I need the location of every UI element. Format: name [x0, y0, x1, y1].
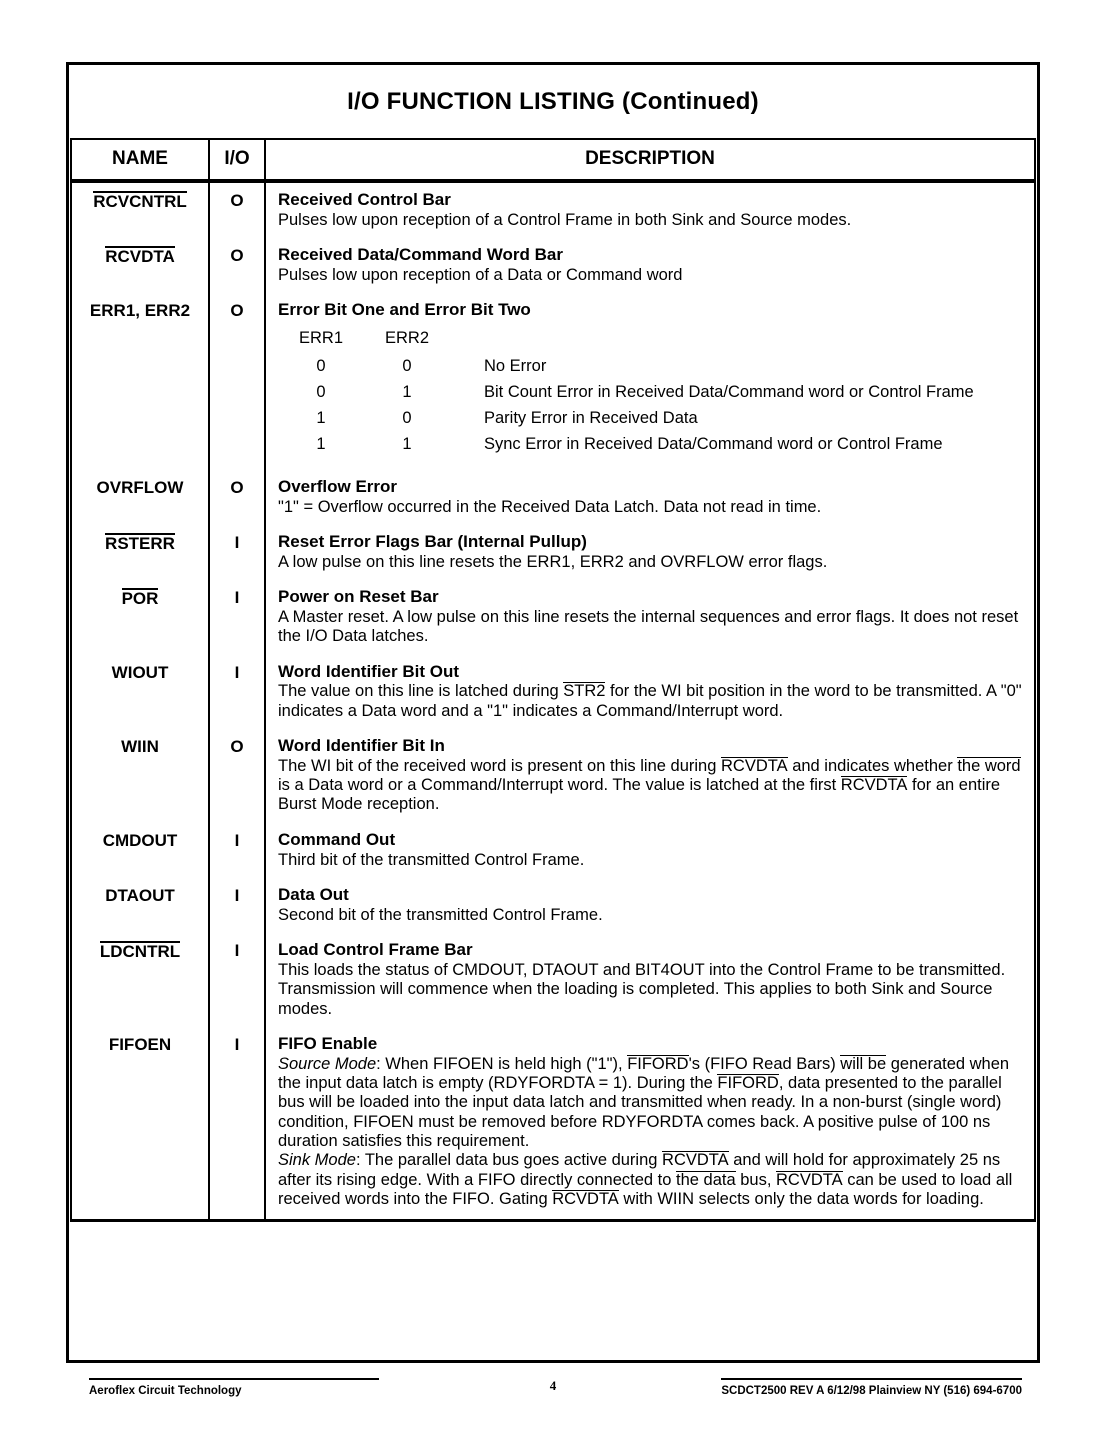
overline-continuation: will be — [840, 1054, 887, 1073]
truth-err2-value: 1 — [364, 381, 450, 407]
text-segment: 's (FIFO Read Bars) — [688, 1054, 841, 1073]
truth-err1-value: 1 — [278, 407, 364, 433]
io-function-listing-table — [70, 138, 1036, 1222]
signal-io-cell: I — [209, 823, 265, 878]
text-segment: : The parallel data bus goes active during — [355, 1151, 663, 1170]
text-segment: The value on this line is latched during — [278, 682, 564, 701]
column-header-description: DESCRIPTION — [265, 139, 1035, 181]
table-row — [71, 470, 1035, 525]
table-row — [71, 878, 1035, 933]
signal-io-cell: I — [209, 525, 265, 580]
footer-document-info: SCDCT2500 REV A 6/12/98 Plainview NY (516) 694-6700 — [721, 1378, 1022, 1397]
truth-meaning: Parity Error in Received Data — [450, 407, 974, 433]
truth-table-row — [278, 433, 974, 459]
table-row — [71, 238, 1035, 293]
description-title: Overflow Error — [278, 476, 398, 496]
signal-name-cell: WIIN — [71, 729, 209, 823]
signal-io-cell: O — [209, 293, 265, 469]
truth-table-header-row — [278, 327, 974, 354]
overline-continuation: the data — [676, 1170, 736, 1189]
column-header-name: NAME — [71, 139, 209, 181]
signal-name-cell — [71, 238, 209, 293]
signal-name-cell — [71, 580, 209, 654]
description-body: A low pulse on this line resets the ERR1, ERR2 and OVRFLOW error flags. — [278, 552, 828, 571]
text-segment: generated when the input data latch is empty (RDYFORDTA = 1). During the — [278, 1054, 1010, 1093]
table-row — [71, 933, 1035, 1027]
table-row — [71, 293, 1035, 469]
signal-name-cell — [71, 525, 209, 580]
description-body: A Master reset. A low pulse on this line resets the internal sequences and error flags. It does not reset the I/O Data latches. — [278, 607, 1019, 646]
text-segment: and will hold for approximately 25 ns after its rising edge. With a FIFO directly connected to — [278, 1151, 1001, 1189]
signal-name-overlined: POR — [121, 589, 159, 609]
signal-description-cell — [265, 823, 1035, 878]
description-body: "1" = Overflow occurred in the Received Data Latch. Data not read in time. — [278, 497, 822, 516]
table-header-row — [71, 139, 1035, 181]
truth-table-row — [278, 381, 974, 407]
signal-ref-rcvdta-overlined: RCVDTA — [840, 776, 908, 795]
text-segment: , data presented to the parallel bus will be loaded into the input data latch and transmitted when ready. In a non-burst (single word) condition, FIFOEN must be removed before RDYFORDTA comes back. A positive pulse of 100 ns duration satisfies this requirement. — [278, 1074, 1002, 1150]
truth-err1-value: 0 — [278, 355, 364, 381]
text-segment: for the WI bit position in the word to be transmitted. A "0" indicates a Data word and a "1" indicates a Command/Interrupt word. — [278, 682, 1022, 720]
table-row — [71, 580, 1035, 654]
signal-description-cell — [265, 181, 1035, 238]
signal-io-cell: O — [209, 181, 265, 238]
description-body: Second bit of the transmitted Control Frame. — [278, 905, 603, 924]
description-body: Pulses low upon reception of a Data or Command word — [278, 266, 683, 285]
signal-name-cell: CMDOUT — [71, 823, 209, 878]
signal-io-cell: O — [209, 470, 265, 525]
signal-name-cell: DTAOUT — [71, 878, 209, 933]
signal-ref-fiford-overlined: FIFORD — [627, 1054, 689, 1073]
description-title: FIFO Enable — [278, 1033, 378, 1053]
truth-table-row — [278, 407, 974, 433]
signal-ref-str2-overlined: STR2 — [563, 682, 606, 701]
description-title: Reset Error Flags Bar (Internal Pullup) — [278, 531, 587, 551]
signal-io-cell: I — [209, 933, 265, 1027]
error-bit-truth-table — [278, 327, 974, 459]
text-segment: : When FIFOEN is held high ("1"), — [376, 1054, 628, 1073]
mode-label-source: Source Mode — [278, 1054, 377, 1073]
signal-name-cell: ERR1, ERR2 — [71, 293, 209, 469]
table-row — [71, 181, 1035, 238]
mode-label-sink: Sink Mode — [278, 1151, 356, 1170]
description-title: Error Bit One and Error Bit Two — [278, 300, 531, 320]
signal-io-cell: I — [209, 655, 265, 729]
description-title: Received Control Bar — [278, 190, 451, 209]
description-title: Word Identifier Bit Out — [278, 661, 460, 681]
truth-err1-value: 1 — [278, 433, 364, 459]
text-segment: with WIIN selects only the data words for loading. — [618, 1189, 984, 1208]
signal-description-cell — [265, 933, 1035, 1027]
text-segment: is a Data word or a Command/Interrupt word. The value is latched at the first — [278, 776, 841, 795]
signal-io-cell: I — [209, 580, 265, 654]
description-title: Data Out — [278, 884, 349, 904]
signal-io-cell: I — [209, 878, 265, 933]
description-body: Third bit of the transmitted Control Frame. — [278, 850, 585, 869]
description-body: Pulses low upon reception of a Control Frame in both Sink and Source modes. — [278, 210, 852, 229]
text-segment: bus, — [735, 1170, 776, 1189]
table-row — [71, 525, 1035, 580]
description-title: Load Control Frame Bar — [278, 940, 473, 960]
signal-description-cell — [265, 238, 1035, 293]
signal-io-cell: O — [209, 238, 265, 293]
description-title: Received Data/Command Word Bar — [278, 245, 563, 265]
truth-col-header-meaning — [450, 327, 974, 354]
signal-description-cell — [265, 729, 1035, 823]
signal-ref-rcvdta-overlined: RCVDTA — [662, 1151, 729, 1170]
signal-name-cell — [71, 933, 209, 1027]
signal-name-overlined: LDCNTRL — [99, 942, 181, 962]
signal-ref-rcvdta-overlined: RCVDTA — [552, 1189, 619, 1208]
page-title-band — [70, 66, 1036, 138]
signal-io-cell: I — [209, 1027, 265, 1221]
signal-name-cell: OVRFLOW — [71, 470, 209, 525]
signal-name-overlined: RCVCNTRL — [93, 192, 187, 211]
truth-meaning: Sync Error in Received Data/Command word or Control Frame — [450, 433, 974, 459]
table-row — [71, 823, 1035, 878]
text-segment: and indicates whether — [787, 756, 958, 775]
truth-meaning: Bit Count Error in Received Data/Command word or Control Frame — [450, 381, 974, 407]
truth-err2-value: 1 — [364, 433, 450, 459]
truth-err2-value: 0 — [364, 407, 450, 433]
signal-ref-fiford-overlined: FIFORD — [717, 1074, 779, 1093]
signal-name-cell: FIFOEN — [71, 1027, 209, 1221]
text-segment: The WI bit of the received word is present on this line during — [278, 756, 721, 775]
signal-description-cell — [265, 580, 1035, 654]
signal-description-cell — [265, 525, 1035, 580]
truth-table-row — [278, 355, 974, 381]
signal-ref-rcvdta-overlined: RCVDTA — [720, 756, 788, 775]
description-title: Power on Reset Bar — [278, 587, 439, 607]
page-title: I/O FUNCTION LISTING (Continued) — [347, 88, 759, 115]
description-body: This loads the status of CMDOUT, DTAOUT and BIT4OUT into the Control Frame to be transmitted. Transmission will commence when the loading is completed. This applies to both Sink and Source modes. — [278, 960, 1006, 1018]
description-body — [278, 682, 1024, 721]
signal-io-cell: O — [209, 729, 265, 823]
footer-page-number: 4 — [549, 1378, 557, 1393]
text-segment: can be used to load all received words into the FIFO. Gating — [278, 1170, 1013, 1208]
signal-description-cell — [265, 470, 1035, 525]
description-body — [278, 757, 1024, 815]
signal-ref-rcvdta-overlined: RCVDTA — [776, 1170, 843, 1189]
footer-company-name: Aeroflex Circuit Technology — [89, 1378, 379, 1397]
truth-meaning: No Error — [450, 355, 974, 381]
description-title: Word Identifier Bit In — [278, 735, 445, 755]
signal-description-cell — [265, 293, 1035, 469]
truth-err2-value: 0 — [364, 355, 450, 381]
truth-col-header-err1: ERR1 — [278, 327, 364, 354]
description-title: Command Out — [278, 829, 396, 849]
page-footer — [66, 1372, 1040, 1406]
truth-err1-value: 0 — [278, 381, 364, 407]
signal-name-cell: WIOUT — [71, 655, 209, 729]
signal-description-cell — [265, 655, 1035, 729]
description-body-source-mode — [278, 1055, 1024, 1151]
table-row — [71, 655, 1035, 729]
signal-name-overlined: RCVDTA — [105, 247, 175, 267]
table-row — [71, 1027, 1035, 1221]
text-segment: for an entire Burst Mode reception. — [278, 776, 1001, 814]
truth-col-header-err2: ERR2 — [364, 327, 450, 354]
column-header-io: I/O — [209, 139, 265, 181]
signal-description-cell — [265, 1027, 1035, 1221]
signal-name-cell — [71, 181, 209, 238]
signal-name-overlined: RSTERR — [105, 533, 175, 553]
signal-description-cell — [265, 878, 1035, 933]
overline-continuation: the word — [957, 756, 1021, 775]
description-body-sink-mode — [278, 1151, 1024, 1209]
table-row — [71, 729, 1035, 823]
